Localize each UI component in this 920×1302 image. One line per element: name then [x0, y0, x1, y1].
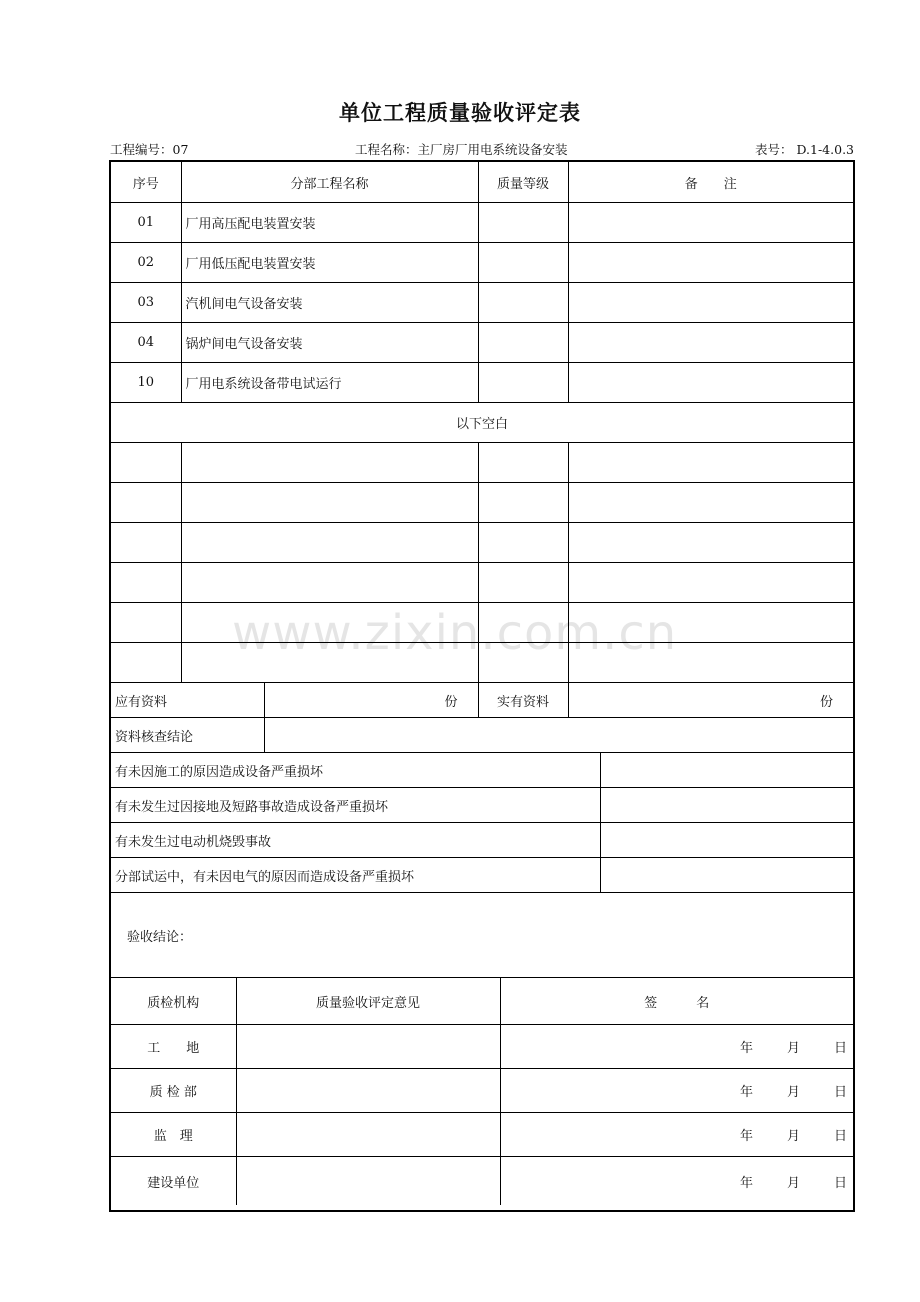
evaluation-form: [109, 160, 855, 1212]
conclusion-table: [111, 893, 853, 978]
signature-cell[interactable]: [500, 1025, 853, 1069]
date-day: 日: [833, 1129, 847, 1144]
check-row: [111, 823, 853, 858]
opinion-cell[interactable]: [236, 1157, 500, 1206]
empty-row: [111, 643, 853, 683]
form-number: 表号： D.1-4.0.3: [754, 142, 854, 157]
empty-cell[interactable]: [568, 643, 853, 683]
date-year: 年: [739, 1041, 753, 1056]
opinion-cell[interactable]: [236, 1069, 500, 1113]
documents-count-row: [111, 683, 853, 718]
conclusion-row: [111, 893, 853, 978]
check-item-label: 有未发生过因接地及短路事故造成设备严重损坏: [111, 788, 600, 823]
date-day: 日: [833, 1041, 847, 1056]
row-note-cell[interactable]: [568, 323, 853, 363]
empty-cell[interactable]: [568, 523, 853, 563]
row-note-cell[interactable]: [568, 203, 853, 243]
empty-cell[interactable]: [111, 443, 181, 483]
empty-cell[interactable]: [478, 643, 568, 683]
empty-cell[interactable]: [111, 523, 181, 563]
signature-cell[interactable]: [500, 1113, 853, 1157]
empty-cell[interactable]: [111, 483, 181, 523]
empty-cell[interactable]: [568, 483, 853, 523]
org-name: 监 理: [111, 1113, 236, 1157]
docs-check-label: 资料核查结论: [111, 718, 264, 753]
empty-cell[interactable]: [478, 443, 568, 483]
org-name: 质 检 部: [111, 1069, 236, 1113]
row-sub-project: 汽机间电气设备安装: [181, 283, 478, 323]
check-item-value[interactable]: [600, 788, 853, 823]
row-grade-cell[interactable]: [478, 283, 568, 323]
row-note-cell[interactable]: [568, 283, 853, 323]
row-grade-cell[interactable]: [478, 363, 568, 403]
empty-cell[interactable]: [478, 483, 568, 523]
row-serial: 04: [111, 323, 181, 363]
empty-row: [111, 443, 853, 483]
empty-cell[interactable]: [181, 443, 478, 483]
date-year: 年: [739, 1085, 753, 1100]
row-note-cell[interactable]: [568, 243, 853, 283]
org-name: 工 地: [111, 1025, 236, 1069]
row-serial: 01: [111, 203, 181, 243]
date-year: 年: [739, 1129, 753, 1144]
page-title: 单位工程质量验收评定表: [339, 100, 581, 125]
blank-marker: 以下空白: [111, 403, 853, 443]
empty-cell[interactable]: [181, 563, 478, 603]
empty-row: [111, 523, 853, 563]
empty-cell[interactable]: [111, 603, 181, 643]
documents-table: [111, 683, 853, 753]
row-grade-cell[interactable]: [478, 323, 568, 363]
table-row: [111, 203, 853, 243]
header-grade: 质量等级: [478, 162, 568, 203]
row-sub-project: 厂用电系统设备带电试运行: [181, 363, 478, 403]
empty-cell[interactable]: [478, 603, 568, 643]
signature-row: [111, 1025, 853, 1069]
row-serial: 10: [111, 363, 181, 403]
empty-cell[interactable]: [568, 603, 853, 643]
signature-row: [111, 1069, 853, 1113]
table-row: [111, 363, 853, 403]
empty-cell[interactable]: [568, 563, 853, 603]
header-sub-project: 分部工程名称: [181, 162, 478, 203]
signature-header-row: [111, 978, 853, 1025]
empty-cell[interactable]: [478, 523, 568, 563]
table-header-row: [111, 162, 853, 203]
date-month: 月: [786, 1085, 800, 1100]
date-year: 年: [739, 1175, 753, 1191]
header-serial: 序号: [111, 162, 181, 203]
date-day: 日: [833, 1085, 847, 1100]
check-row: [111, 858, 853, 893]
signature-table: [111, 978, 853, 1205]
table-row: [111, 243, 853, 283]
signature-row: [111, 1157, 853, 1206]
watermark: www.zixin.com.cn: [232, 605, 678, 661]
project-number: 工程编号：07: [110, 142, 189, 157]
empty-cell[interactable]: [181, 523, 478, 563]
date-month: 月: [786, 1175, 800, 1191]
docs-check-value[interactable]: [264, 718, 853, 753]
check-item-value[interactable]: [600, 823, 853, 858]
check-item-label: 有未发生过电动机烧毁事故: [111, 823, 600, 858]
row-sub-project: 厂用低压配电装置安装: [181, 243, 478, 283]
checks-table: [111, 753, 853, 893]
empty-cell[interactable]: [111, 563, 181, 603]
check-item-value[interactable]: [600, 858, 853, 893]
actual-docs-label: 实有资料: [478, 683, 568, 718]
empty-cell[interactable]: [111, 643, 181, 683]
empty-cell[interactable]: [181, 643, 478, 683]
opinion-cell[interactable]: [236, 1113, 500, 1157]
required-docs-label: 应有资料: [111, 683, 264, 718]
sub-project-table: [111, 162, 853, 683]
check-item-label: 分部试运中，有未因电气的原因而造成设备严重损坏: [111, 858, 600, 893]
blank-marker-row: [111, 403, 853, 443]
empty-cell[interactable]: [478, 563, 568, 603]
row-note-cell[interactable]: [568, 363, 853, 403]
empty-row: [111, 603, 853, 643]
date-month: 月: [786, 1129, 800, 1144]
org-name: 建设单位: [111, 1157, 236, 1206]
date-month: 月: [786, 1041, 800, 1056]
header-opinion: 质量验收评定意见: [236, 978, 500, 1025]
row-serial: 03: [111, 283, 181, 323]
date-day: 日: [833, 1175, 847, 1191]
required-docs-value[interactable]: 份: [264, 683, 478, 718]
opinion-cell[interactable]: [236, 1025, 500, 1069]
project-name: 工程名称：主厂房厂用电系统设备安装: [355, 142, 568, 157]
row-sub-project: 厂用高压配电装置安装: [181, 203, 478, 243]
actual-docs-value[interactable]: 份: [568, 683, 853, 718]
row-grade-cell[interactable]: [478, 203, 568, 243]
table-row: [111, 283, 853, 323]
table-row: [111, 323, 853, 363]
header-signature: 签 名: [500, 978, 853, 1025]
row-grade-cell[interactable]: [478, 243, 568, 283]
conclusion-label[interactable]: 验收结论：: [111, 893, 853, 978]
empty-row: [111, 563, 853, 603]
row-serial: 02: [111, 243, 181, 283]
signature-row: [111, 1113, 853, 1157]
empty-row: [111, 483, 853, 523]
check-row: [111, 753, 853, 788]
header-inspection-org: 质检机构: [111, 978, 236, 1025]
documents-check-row: [111, 718, 853, 753]
check-item-label: 有未因施工的原因造成设备严重损坏: [111, 753, 600, 788]
check-row: [111, 788, 853, 823]
header-note: 备 注: [568, 162, 853, 203]
row-sub-project: 锅炉间电气设备安装: [181, 323, 478, 363]
signature-cell[interactable]: [500, 1069, 853, 1113]
empty-cell[interactable]: [181, 483, 478, 523]
empty-cell[interactable]: [181, 603, 478, 643]
check-item-value[interactable]: [600, 753, 853, 788]
empty-cell[interactable]: [568, 443, 853, 483]
signature-cell[interactable]: [500, 1157, 853, 1206]
